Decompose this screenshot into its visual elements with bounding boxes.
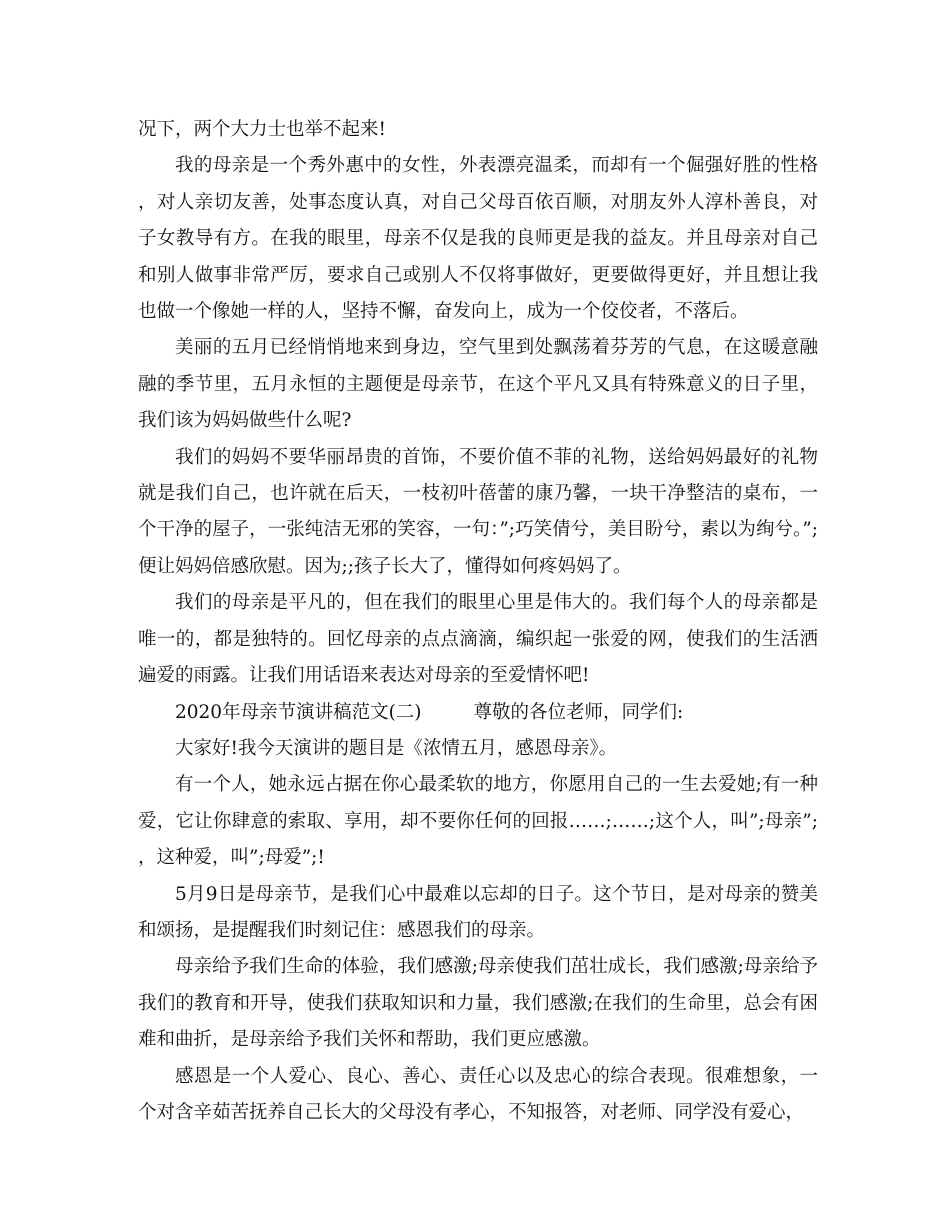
document-body bbox=[138, 112, 818, 1131]
paragraph-9: 母亲给予我们生命的体验，我们感激;母亲使我们茁壮成长，我们感激;母亲给予我们的教育和开导，使我们获取知识和力量，我们感激;在我们的生命里，总会有困难和曲折，是母亲给予我们关怀和帮助，我们更应感激。 bbox=[138, 956, 818, 1051]
paragraph-10: 感恩是一个人爱心、良心、善心、责任心以及忠心的综合表现。很难想象，一个对含辛茹苦抚养自己长大的父母没有孝心，不知报答，对老师、同学没有爱心， bbox=[138, 1065, 818, 1123]
speech-heading bbox=[138, 695, 818, 731]
paragraph-6: 大家好!我今天演讲的题目是《浓情五月，感恩母亲》。 bbox=[175, 737, 618, 759]
paragraph-4: 我们的妈妈不要华丽昂贵的首饰，不要价值不菲的礼物，送给妈妈最好的礼物就是我们自己，也许就在后天，一枝初叶蓓蕾的康乃馨，一块干净整洁的桌布，一个干净的屋子，一张纯洁无邪的笑容，一句：”;巧笑倩兮，美目盼兮，素以为绚兮。”;便让妈妈倍感欣慰。因为;;孩子长大了，懂得如何疼妈妈了。 bbox=[138, 446, 818, 577]
paragraph-2: 我的母亲是一个秀外惠中的女性，外表漂亮温柔，而却有一个倔强好胜的性格，对人亲切友善，处事态度认真，对自己父母百依百顺，对朋友外人淳朴善良，对子女教导有方。在我的眼里，母亲不仅是我的良师更是我的益友。并且母亲对自己和别人做事非常严厉，要求自己或别人不仅将事做好，更要做得更好，并且想让我也做一个像她一样的人，坚持不懈，奋发向上，成为一个佼佼者，不落后。 bbox=[138, 155, 818, 323]
paragraph-8: 5月9日是母亲节，是我们心中最难以忘却的日子。这个节日，是对母亲的赞美和颂扬，是提醒我们时刻记住：感恩我们的母亲。 bbox=[138, 883, 818, 941]
paragraph-7: 有一个人，她永远占据在你心最柔软的地方，你愿用自己的一生去爱她;有一种爱，它让你肆意的索取、享用，却不要你任何的回报……;……;这个人，叫”;母亲”;，这种爱，叫”;母爱”;! bbox=[138, 774, 818, 869]
paragraph-5: 我们的母亲是平凡的，但在我们的眼里心里是伟大的。我们每个人的母亲都是唯一的，都是独特的。回忆母亲的点点滴滴，编织起一张爱的网，使我们的生活洒遍爱的雨露。让我们用话语来表达对母亲的至爱情怀吧! bbox=[138, 592, 818, 687]
speech-greeting: 尊敬的各位老师，同学们: bbox=[473, 701, 684, 723]
speech-title: 2020年母亲节演讲稿范文(二) bbox=[175, 701, 422, 723]
paragraph-3: 美丽的五月已经悄悄地来到身边，空气里到处飘荡着芬芳的气息，在这暖意融融的季节里，五月永恒的主题便是母亲节，在这个平凡又具有特殊意义的日子里，我们该为妈妈做些什么呢? bbox=[138, 337, 818, 432]
paragraph-1: 况下，两个大力士也举不起来! bbox=[138, 119, 386, 140]
